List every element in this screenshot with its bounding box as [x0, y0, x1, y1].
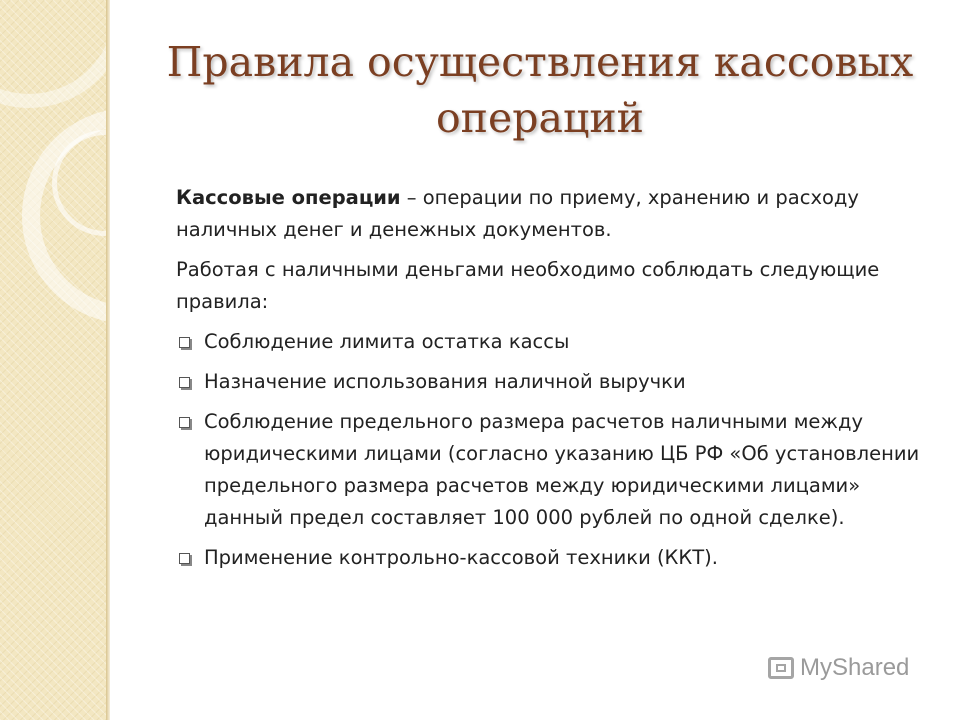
- checkbox-bullet-icon: [179, 377, 190, 388]
- slide-title: Правила осуществления кассовых операций: [166, 38, 914, 142]
- presentation-icon: [768, 657, 794, 679]
- decorative-sidebar: [0, 0, 106, 720]
- list-item: [176, 366, 926, 398]
- checkbox-bullet-icon: [179, 337, 190, 348]
- list-item-text: Соблюдение лимита остатка кассы: [204, 330, 570, 353]
- list-item-text: Назначение использования наличной выручки: [204, 370, 686, 393]
- list-item: [176, 406, 926, 534]
- watermark-text: MyShared: [800, 654, 910, 681]
- list-item: [176, 542, 926, 574]
- decorative-circle: [0, 0, 106, 108]
- checkbox-bullet-icon: [179, 553, 190, 564]
- watermark: [768, 654, 909, 682]
- definition-term: Кассовые операции: [176, 186, 401, 209]
- definition-paragraph: [176, 182, 926, 246]
- definition-text: – операции по приему, хранению и расходу наличных денег и денежных документов.: [176, 186, 859, 241]
- checkbox-bullet-icon: [179, 417, 190, 428]
- sidebar-edge: [106, 0, 110, 720]
- intro-paragraph: Работая с наличными деньгами необходимо соблюдать следующие правила:: [176, 258, 880, 313]
- rules-list: [176, 326, 926, 574]
- list-item-text: Соблюдение предельного размера расчетов наличными между юридическими лицами (согласно указанию ЦБ РФ «Об установлении предельного размера расчетов между юридическими лицами» данный предел составляет 100 000 рублей по одной сделке).: [204, 410, 920, 529]
- list-item-text: Применение контрольно-кассовой техники (ККТ).: [204, 546, 718, 569]
- slide-content: [176, 182, 926, 582]
- list-item: [176, 326, 926, 358]
